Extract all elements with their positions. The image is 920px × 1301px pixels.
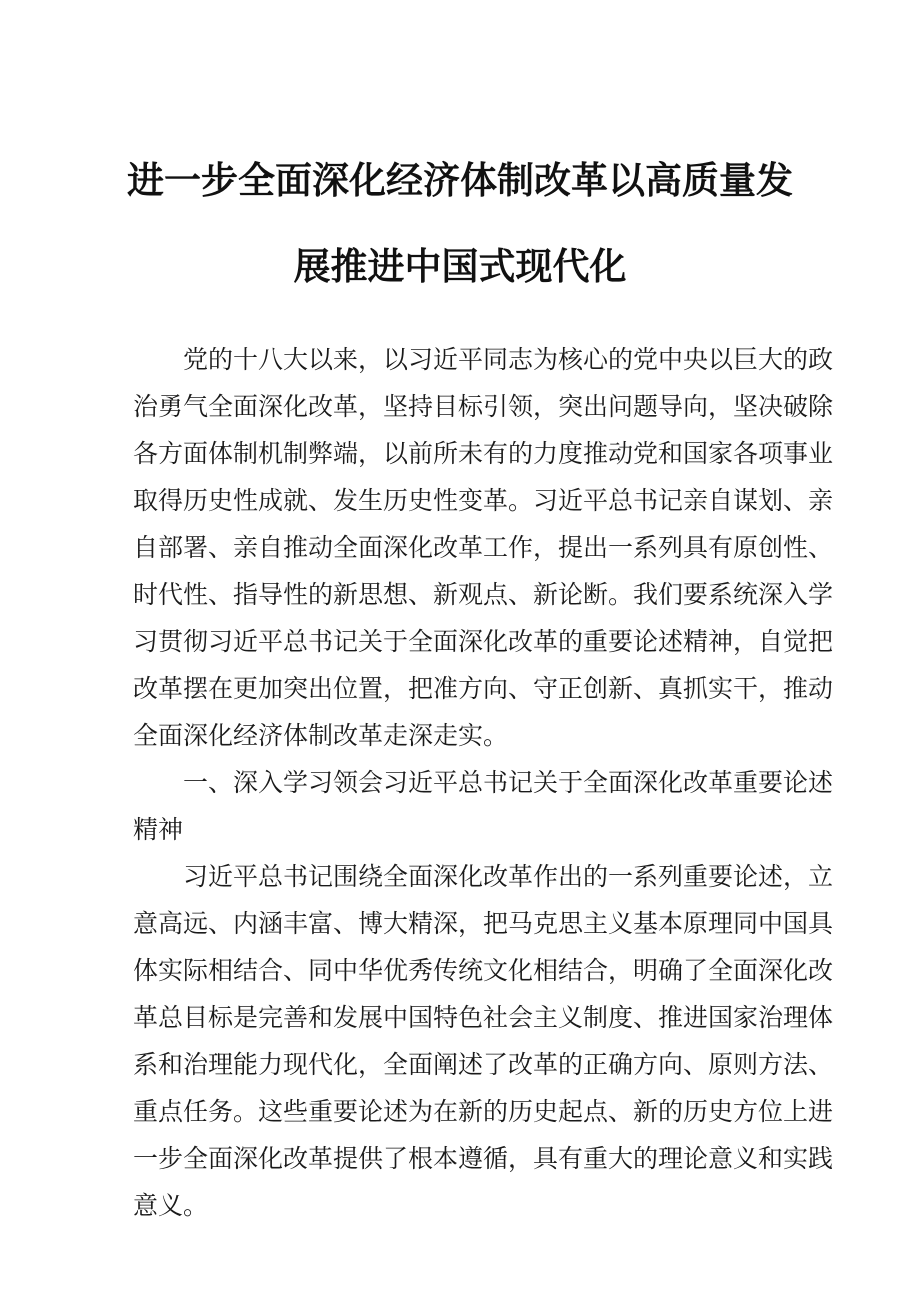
paragraph-1-line: 习贯彻习近平总书记关于全面深化改革的重要论述精神，自觉把 (133, 627, 834, 656)
paragraph-3-line: 意义。 (133, 1191, 209, 1220)
paragraph-3-line: 革总目标是完善和发展中国特色社会主义制度、推进国家治理体 (133, 1003, 834, 1032)
paragraph-3-line: 习近平总书记围绕全面深化改革作出的一系列重要论述，立 (183, 862, 834, 891)
section-heading-line: 精神 (133, 815, 184, 844)
paragraph-1-line: 时代性、指导性的新思想、新观点、新论断。我们要系统深入学 (133, 580, 834, 609)
paragraph-3-line: 意高远、内涵丰富、博大精深，把马克思主义基本原理同中国具 (133, 909, 834, 938)
paragraph-3-line: 一步全面深化改革提供了根本遵循，具有重大的理论意义和实践 (133, 1144, 834, 1173)
paragraph-1-line: 取得历史性成就、发生历史性变革。习近平总书记亲自谋划、亲 (133, 486, 834, 515)
paragraph-3-line: 体实际相结合、同中华优秀传统文化相结合，明确了全面深化改 (133, 956, 834, 985)
paragraph-3-line: 重点任务。这些重要论述为在新的历史起点、新的历史方位上进 (133, 1097, 834, 1126)
section-heading-line: 一、深入学习领会习近平总书记关于全面深化改革重要论述 (183, 768, 834, 797)
paragraph-1-line: 自部署、亲自推动全面深化改革工作，提出一系列具有原创性、 (133, 533, 834, 562)
document-title-line-1: 进一步全面深化经济体制改革以高质量发 (127, 159, 793, 202)
paragraph-1-line: 各方面体制机制弊端，以前所未有的力度推动党和国家各项事业 (133, 439, 834, 468)
document-title-line-2: 展推进中国式现代化 (293, 245, 627, 288)
paragraph-3-line: 系和治理能力现代化，全面阐述了改革的正确方向、原则方法、 (133, 1050, 834, 1079)
paragraph-1-line: 改革摆在更加突出位置，把准方向、守正创新、真抓实干，推动 (133, 674, 834, 703)
paragraph-1-line: 治勇气全面深化改革，坚持目标引领，突出问题导向，坚决破除 (133, 392, 834, 421)
paragraph-1-line: 党的十八大以来，以习近平同志为核心的党中央以巨大的政 (183, 345, 834, 374)
paragraph-1-line: 全面深化经济体制改革走深走实。 (133, 721, 509, 750)
